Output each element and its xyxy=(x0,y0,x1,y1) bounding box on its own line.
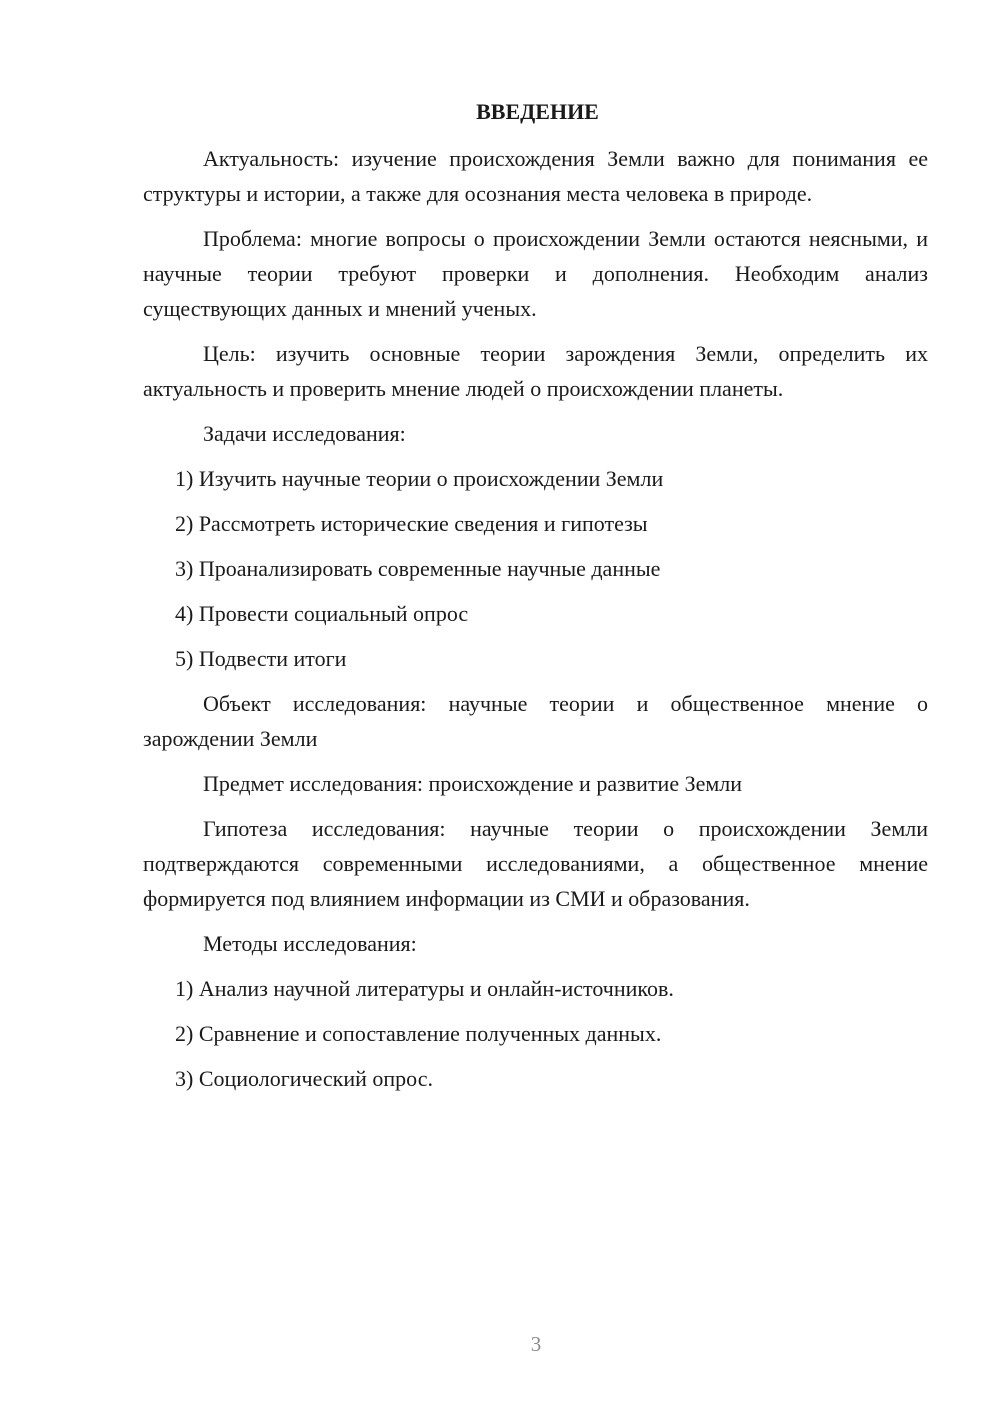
page-number: 3 xyxy=(530,1332,542,1356)
task-item: 1) Изучить научные теории о происхождении Земли xyxy=(175,466,664,491)
goal-paragraph: Цель: изучить основные теории зарождения Земли, определить их актуальность и проверить мнение людей о происхождении планеты. xyxy=(143,341,928,401)
task-item: 2) Рассмотреть исторические сведения и гипотезы xyxy=(175,511,648,536)
tasks-heading: Задачи исследования: xyxy=(203,421,406,446)
relevance-paragraph: Актуальность: изучение происхождения Земли важно для понимания ее структуры и истории, а также для осознания места человека в природе. xyxy=(143,146,928,206)
method-item: 1) Анализ научной литературы и онлайн-источников. xyxy=(175,976,674,1001)
method-item: 2) Сравнение и сопоставление полученных данных. xyxy=(175,1021,662,1046)
hypothesis-paragraph: Гипотеза исследования: научные теории о происхождении Земли подтверждаются современными исследованиями, а общественное мнение формируется под влиянием информации из СМИ и образования. xyxy=(143,816,928,911)
object-paragraph: Объект исследования: научные теории и общественное мнение о зарождении Земли xyxy=(143,691,928,751)
task-item: 4) Провести социальный опрос xyxy=(175,601,469,626)
tasks-list xyxy=(143,461,928,676)
task-item: 3) Проанализировать современные научные данные xyxy=(175,556,661,581)
problem-paragraph: Проблема: многие вопросы о происхождении Земли остаются неясными, и научные теории требуют проверки и дополнения. Необходим анализ существующих данных и мнений ученых. xyxy=(143,226,928,321)
page-content xyxy=(143,94,928,1106)
task-item: 5) Подвести итоги xyxy=(175,646,347,671)
subject-paragraph: Предмет исследования: происхождение и развитие Земли xyxy=(203,771,743,796)
method-item: 3) Социологический опрос. xyxy=(175,1066,433,1091)
section-title: ВВЕДЕНИЕ xyxy=(476,99,599,124)
methods-list xyxy=(143,971,928,1096)
methods-heading: Методы исследования: xyxy=(203,931,417,956)
